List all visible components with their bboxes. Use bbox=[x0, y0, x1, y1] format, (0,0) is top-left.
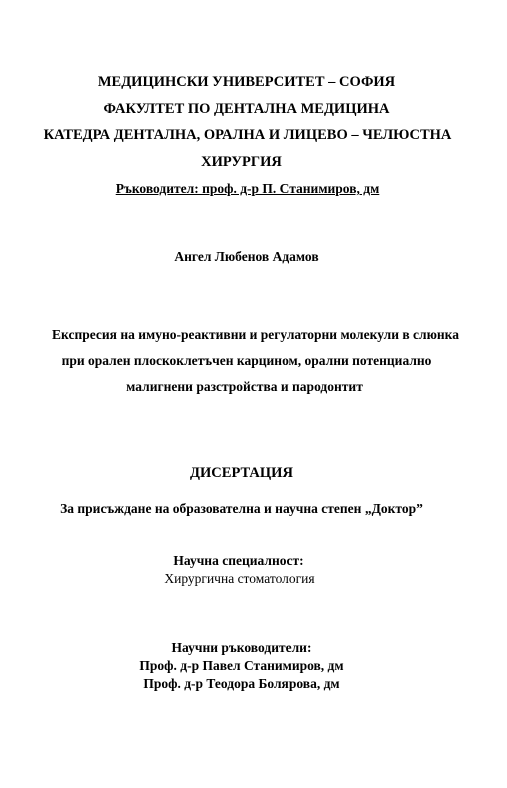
document-type: ДИСЕРТАЦИЯ bbox=[190, 465, 293, 481]
specialty-value: Хирургична стоматология bbox=[164, 571, 315, 586]
supervisors-label: Научни ръководители: bbox=[171, 640, 312, 655]
university-name: МЕДИЦИНСКИ УНИВЕРСИТЕТ – СОФИЯ bbox=[97, 74, 396, 90]
faculty-name: ФАКУЛТЕТ ПО ДЕНТАЛНА МЕДИЦИНА bbox=[103, 101, 390, 117]
thesis-title-line1: Експресия на имуно-реактивни и регулаторни молекули в слюнка bbox=[52, 327, 459, 342]
degree-statement: За присъждане на образователна и научна степен „Доктор” bbox=[60, 501, 423, 516]
author-name: Ангел Любенов Адамов bbox=[174, 249, 319, 264]
supervisor-name: Проф. д-р Теодора Болярова, дм bbox=[143, 676, 340, 691]
department-name-line2: ХИРУРГИЯ bbox=[201, 154, 282, 170]
supervisor-name: Проф. д-р Павел Станимиров, дм bbox=[139, 658, 344, 673]
department-name-line1: КАТЕДРА ДЕНТАЛНА, ОРАЛНА И ЛИЦЕВО – ЧЕЛЮСТНА bbox=[43, 127, 452, 143]
department-head: Ръководител: проф. д-р П. Станимиров, дм bbox=[115, 181, 380, 196]
thesis-title-line3: малигнени разстройства и пародонтит bbox=[126, 379, 363, 394]
specialty-label: Научна специалност: bbox=[173, 553, 304, 568]
thesis-title-line2: при орален плоскоклетъчен карцином, орални потенциално bbox=[61, 353, 432, 368]
